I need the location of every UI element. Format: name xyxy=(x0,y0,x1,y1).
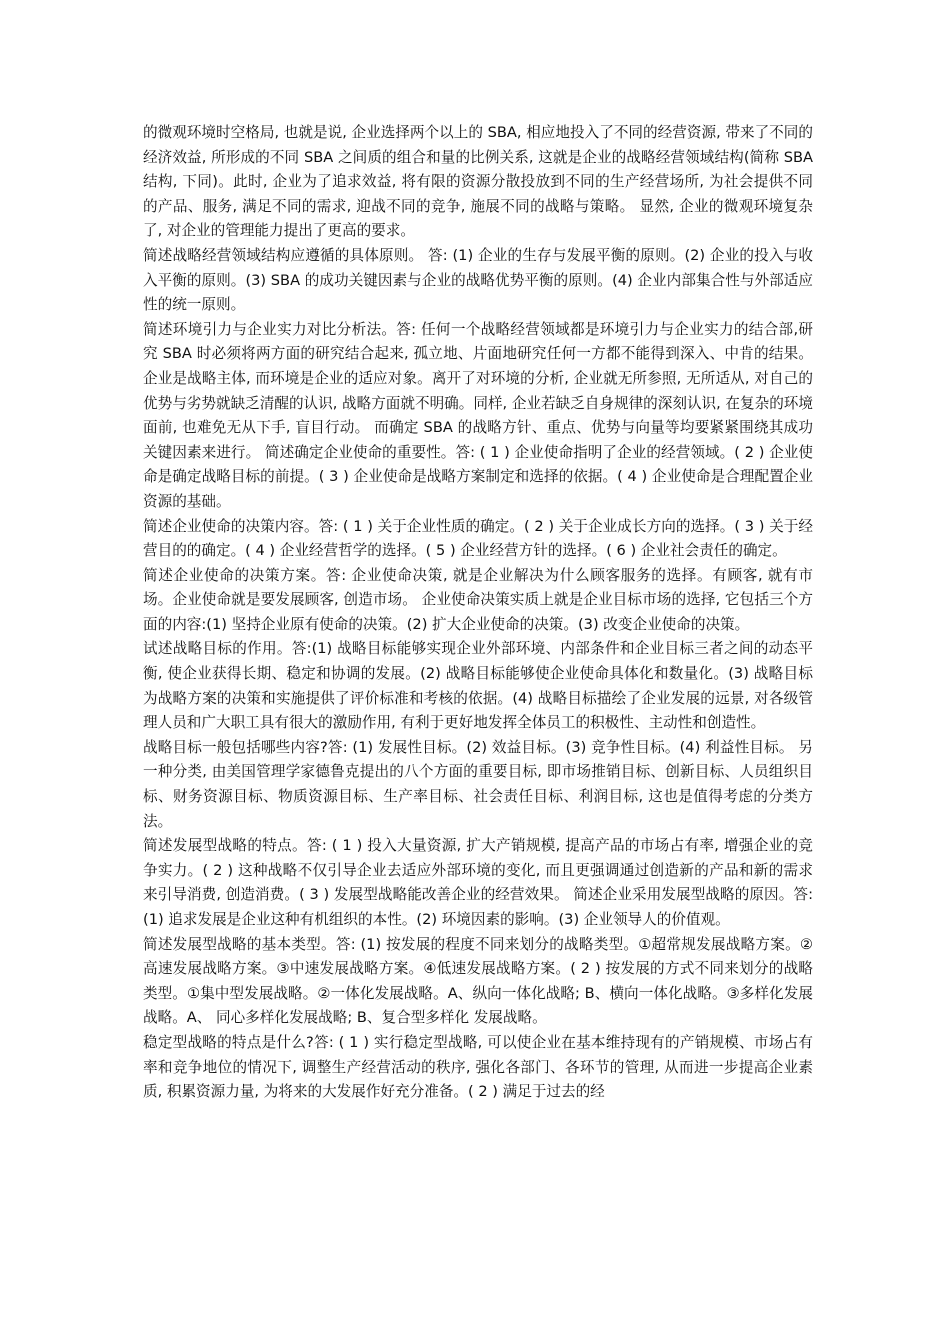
paragraph-mission-decision-plan: 简述企业使命的决策方案。答: 企业使命决策, 就是企业解决为什么顾客服务的选择。有顾客, 就有市场。企业使命就是要发展顾客, 创造市场。 企业使命决策实质上就是企业目标市场的选择, 它包括三个方面的内容:(1) 坚持企业原有使命的决策。(2) 扩大企业使命的决策。(3) 改变企业使命的决策。 xyxy=(143,566,813,633)
paragraph-growth-strategy-features: 简述发展型战略的特点。答: ( 1 ) 投入大量资源, 扩大产销规模, 提高产品的市场占有率, 增强企业的竞争实力。( 2 ) 这种战略不仅引导企业去适应外部环境的变化, 而且更强调通过创造新的产品和新的需求来引导消费, 创造消费。( 3 ) 发展型战略能改善企业的经营效果。 简述企业采用发展型战略的原因。答: (1) 追求发展是企业这种有机组织的本性。(2) 环境因素的影响。(3) 企业领导人的价值观。 xyxy=(143,837,813,928)
paragraph-stability-strategy: 稳定型战略的特点是什么?答: ( 1 ) 实行稳定型战略, 可以使企业在基本维持现有的产销规模、市场占有率和竞争地位的情况下, 调整生产经营活动的秩序, 强化各部门、各环节的管理, 从而进一步提高企业素质, 积累资源力量, 为将来的大发展作好充分准备。( 2 ) 满足于过去的经 xyxy=(143,1033,813,1101)
paragraph-sba-structure: 的微观环境时空格局, 也就是说, 企业选择两个以上的 SBA, 相应地投入了不同的经营资源, 带来了不同的经济效益, 所形成的不同 SBA 之间质的组合和量的比例关系, 这就是企业的战略经营领域结构(简称 SBA 结构, 下同)。此时, 企业为了追求效益, 将有限的资源分散投放到不同的生产经营场所, 为社会提供不同的产品、服务, 满足不同的需求, 迎战不同的竞争, 施展不同的战略与策略。 显然, 企业的微观环境复杂了, 对企业的管理能力提出了更高的要求。 xyxy=(143,124,813,240)
paragraph-growth-strategy-types: 简述发展型战略的基本类型。答: (1) 按发展的程度不同来划分的战略类型。①超常规发展战略方案。②高速发展战略方案。③中速发展战略方案。④低速发展战略方案。( 2 ) 按发展的方式不同来划分的战略类型。①集中型发展战略。②一体化发展战略。A、纵向一体化战略; B、横向一体化战略。③多样化发展战略。A、 同心多样化发展战略; B、复合型多样化 发展战略。 xyxy=(143,935,813,1027)
paragraph-environment-analysis: 简述环境引力与企业实力对比分析法。答: 任何一个战略经营领域都是环境引力与企业实力的结合部,研究 SBA 时必须将两方面的研究结合起来, 孤立地、片面地研究任何一方都不能得到深入、中肯的结果。企业是战略主体, 而环境是企业的适应对象。离开了对环境的分析, 企业就无所参照, 无所适从, 对自己的优势与劣势就缺乏清醒的认识, 战略方面就不明确。同样, 企业若缺乏自身规律的深刻认识, 在复杂的环境面前, 也难免无从下手, 盲目行动。 而确定 SBA 的战略方针、重点、优势与向量等均要紧紧围绕其成功关键因素来进行。 简述确定企业使命的重要性。答: ( 1 ) 企业使命指明了企业的经营领域。( 2 ) 企业使命是确定战略目标的前提。( 3 ) 企业使命是战略方案制定和选择的依据。( 4 ) 企业使命是合理配置企业资源的基础。 xyxy=(143,320,813,510)
paragraph-mission-decision-content: 简述企业使命的决策内容。答: ( 1 ) 关于企业性质的确定。( 2 ) 关于企业成长方向的选择。( 3 ) 关于经营目的的确定。( 4 ) 企业经营哲学的选择。( 5 ) 企业经营方针的选择。( 6 ) 企业社会责任的确定。 xyxy=(143,517,813,560)
paragraph-sba-principles: 简述战略经营领域结构应遵循的具体原则。 答: (1) 企业的生存与发展平衡的原则。(2) 企业的投入与收入平衡的原则。(3) SBA 的成功关键因素与企业的战略优势平衡的原则。(4) 企业内部集合性与外部适应性的统一原则。 xyxy=(143,246,813,314)
paragraph-strategic-goal-content: 战略目标一般包括哪些内容?答: (1) 发展性目标。(2) 效益目标。(3) 竞争性目标。(4) 利益性目标。 另一种分类, 由美国管理学家德鲁克提出的八个方面的重要目标, 即市场推销目标、创新目标、人员组织目标、财务资源目标、物质资源目标、生产率目标、社会责任目标、利润目标, 这也是值得考虑的分类方法。 xyxy=(143,738,813,830)
document-body xyxy=(143,121,813,1105)
paragraph-strategic-goal-role: 试述战略目标的作用。答:(1) 战略目标能够实现企业外部环境、内部条件和企业目标三者之间的动态平衡, 使企业获得长期、稳定和协调的发展。(2) 战略目标能够使企业使命具体化和数量化。(3) 战略目标为战略方案的决策和实施提供了评价标准和考核的依据。(4) 战略目标描绘了企业发展的远景, 对各级管理人员和广大职工具有很大的激励作用, 有利于更好地发挥全体员工的积极性、主动性和创造性。 xyxy=(143,640,813,732)
